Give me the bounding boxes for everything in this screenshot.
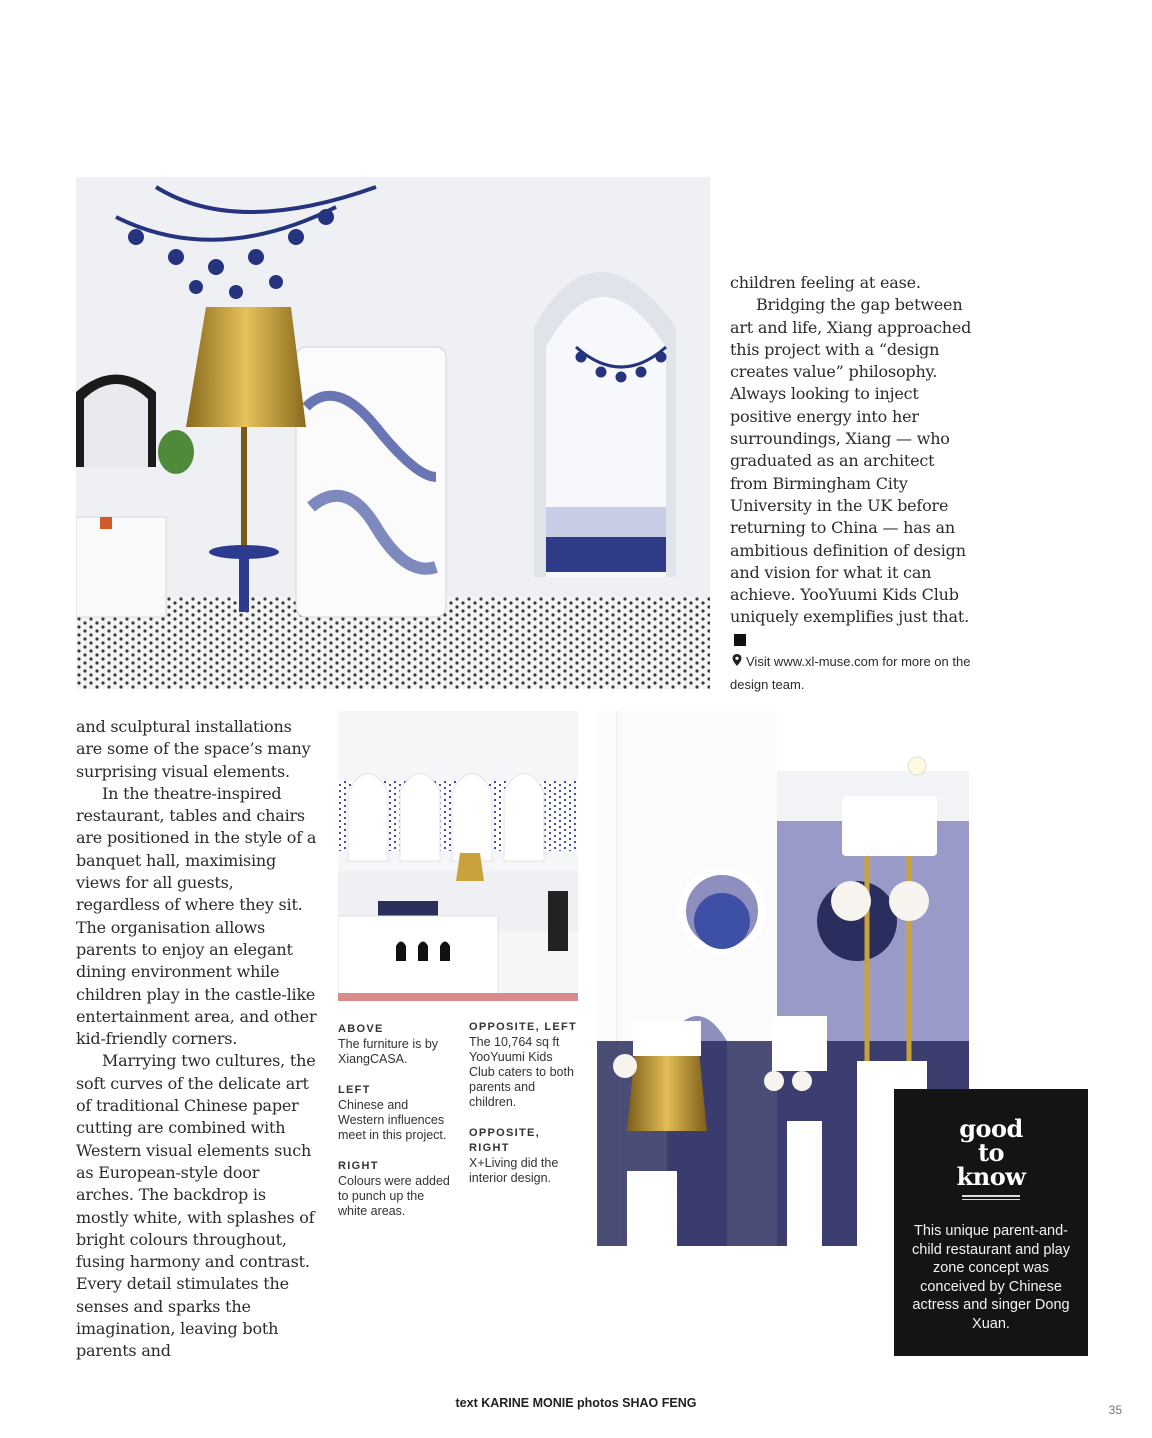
paragraph-text: Bridging the gap between art and life, Xiang approached this project with a “design creates value” philosophy. Always looking to inject positive energy into her surroundings, Xiang — who graduated as an architect from Birmingham City University in the UK before returning to China — has an ambitious definition of design and vision for what it can achieve. YooYuumi Kids Club uniquely exemplifies just that. [730, 295, 972, 627]
paragraph: and sculptural installations are some of the space’s many surprising visual elements. [76, 717, 311, 781]
paragraph [730, 294, 975, 651]
good-to-know-box [894, 1089, 1088, 1356]
map-pin-icon [730, 653, 744, 667]
paragraph: In the theatre-inspired restaurant, tables and chairs are positioned in the style of a banquet hall, maximising views for all guests, regardless of where they sit. The organisation allows parents to enjoy an elegant dining environment while children play in the castle-like entertainment area, and other kid-friendly corners. [76, 783, 317, 1049]
good-to-know-title: good to know [956, 1114, 1026, 1191]
caption-text: The furniture is by XiangCASA. [338, 1037, 439, 1066]
caption-text: X+Living did the interior design. [469, 1156, 559, 1185]
caption-text: The 10,764 sq ft YooYuumi Kids Club caters to both parents and children. [469, 1035, 574, 1109]
photo-castle-arches [338, 711, 578, 1001]
paragraph: Marrying two cultures, the soft curves of the delicate art of traditional Chinese paper cutting are combined with Western visual elements such as European-style door arches. The backdrop is mostly white, with splashes of bright colours throughout, fusing harmony and contrast. Every detail stimulates the senses and sparks the imagination, leaving both parents and [76, 1051, 316, 1361]
divider [962, 1195, 1020, 1200]
caption-head: ABOVE [338, 1023, 384, 1035]
captions-column-1 [338, 1022, 453, 1235]
caption-text: Colours were added to punch up the white areas. [338, 1174, 450, 1218]
caption-head: LEFT [338, 1084, 371, 1096]
visit-link[interactable]: Visit www.xl-muse.com for more on the design team. [730, 654, 971, 692]
captions-column-2 [469, 1020, 581, 1202]
article-right-column [730, 272, 975, 651]
caption-above [338, 1022, 453, 1067]
caption-right [338, 1159, 453, 1219]
photo-credit: text KARINE MONIE photos SHAO FENG [455, 1396, 697, 1410]
paragraph: children feeling at ease. [730, 273, 921, 292]
caption-head: OPPOSITE, RIGHT [469, 1127, 540, 1154]
caption-opposite-left [469, 1020, 581, 1110]
visit-note [730, 650, 980, 696]
page-number: 35 [1108, 1403, 1122, 1417]
good-to-know-text: This unique parent-and-child restaurant and play zone concept was conceived by Chinese actress and singer Dong Xuan. [912, 1223, 1070, 1332]
caption-text: Chinese and Western influences meet in this project. [338, 1098, 447, 1142]
end-square-icon [734, 634, 746, 646]
article-left-column [76, 716, 318, 1363]
caption-head: OPPOSITE, LEFT [469, 1021, 578, 1033]
caption-head: RIGHT [338, 1160, 379, 1172]
caption-left [338, 1083, 453, 1143]
photo-main-chandelier-room [76, 177, 710, 689]
caption-opposite-right [469, 1126, 581, 1186]
